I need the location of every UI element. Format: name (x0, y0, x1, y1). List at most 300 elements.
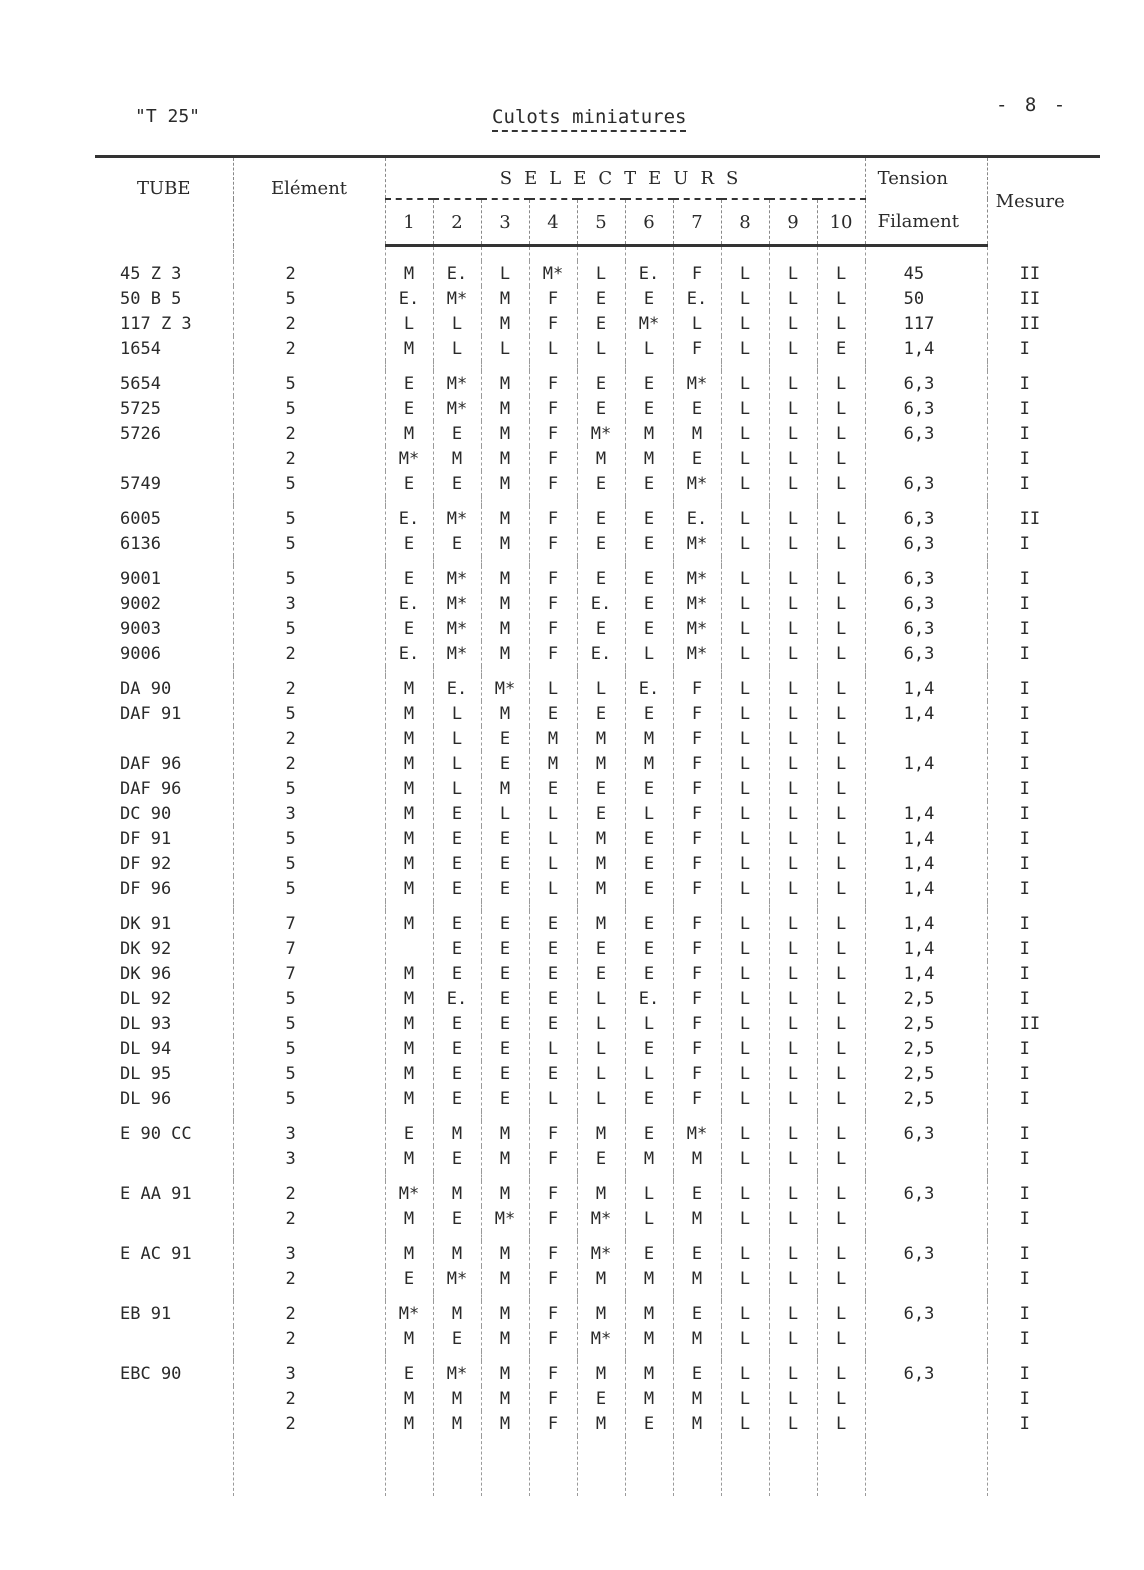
mesure-value: I (1019, 1208, 1030, 1229)
spacer-cell (987, 1171, 1100, 1181)
table-row (95, 286, 1100, 311)
selector-7-value: M* (673, 471, 721, 496)
group-spacer (95, 1436, 1100, 1496)
spacer-cell (233, 246, 385, 262)
selector-7-value: M (673, 1146, 721, 1171)
spacer-cell (481, 901, 529, 911)
spacer-cell (95, 1291, 233, 1301)
mesure-value: I (1019, 938, 1030, 959)
selector-10-value: L (817, 261, 865, 286)
selector-2-value: M (433, 1121, 481, 1146)
selector-9-value: L (769, 1086, 817, 1111)
selector-4-value: E (529, 701, 577, 726)
spacer-cell (95, 666, 233, 676)
selector-7-value: M* (673, 616, 721, 641)
spacer-cell (769, 556, 817, 566)
mesure-value: I (1019, 1063, 1030, 1084)
mesure-value: I (1019, 423, 1030, 444)
selector-3-value: M (481, 566, 529, 591)
selector-8-value: L (721, 446, 769, 471)
table-row (95, 701, 1100, 726)
selector-3-value: L (481, 261, 529, 286)
selector-8-value: L (721, 986, 769, 1011)
selector-5-value: M (577, 1361, 625, 1386)
tube-name (95, 446, 233, 471)
spacer-cell (625, 1171, 673, 1181)
spacer-cell (817, 556, 865, 566)
element-count: 5 (233, 616, 385, 641)
spacer-cell (673, 1231, 721, 1241)
spacer-cell (95, 1171, 233, 1181)
element-count: 2 (233, 1411, 385, 1436)
selector-2-value: M* (433, 286, 481, 311)
spacer-cell (577, 496, 625, 506)
spacer-cell (233, 1351, 385, 1361)
spacer-cell (769, 1436, 817, 1496)
element-count: 2 (233, 676, 385, 701)
selector-6-value: E (625, 531, 673, 556)
selector-3-value: L (481, 801, 529, 826)
selector-3-value: M (481, 591, 529, 616)
selector-10-value: L (817, 911, 865, 936)
table-row (95, 851, 1100, 876)
table-row (95, 421, 1100, 446)
selector-2-value: L (433, 336, 481, 361)
spacer-cell (95, 496, 233, 506)
selector-number-6: 6 (625, 199, 673, 246)
spacer-cell (817, 1351, 865, 1361)
table-row (95, 1036, 1100, 1061)
selector-2-value: E (433, 961, 481, 986)
spacer-cell (817, 901, 865, 911)
selector-5-value: E (577, 506, 625, 531)
selector-7-value: M* (673, 371, 721, 396)
selector-9-value: L (769, 261, 817, 286)
table-row (95, 566, 1100, 591)
selector-1-value: M (385, 261, 433, 286)
selector-8-value: L (721, 261, 769, 286)
spacer-cell (987, 496, 1100, 506)
selector-8-value: L (721, 1386, 769, 1411)
spacer-cell (625, 246, 673, 262)
selector-4-value: F (529, 1266, 577, 1291)
selector-1-value: M (385, 701, 433, 726)
mesure-value: I (1019, 1328, 1030, 1349)
selector-2-value: E (433, 1146, 481, 1171)
selector-5-value: E (577, 961, 625, 986)
selector-9-value: L (769, 1266, 817, 1291)
tube-name: DAF 91 (95, 701, 233, 726)
spacer-cell (817, 496, 865, 506)
selector-9-value: L (769, 936, 817, 961)
spacer-cell (987, 666, 1100, 676)
selector-3-value: M (481, 776, 529, 801)
table-row (95, 1241, 1100, 1266)
tube-name: EB 91 (95, 1301, 233, 1326)
selector-5-value: M (577, 826, 625, 851)
selector-1-value: M (385, 676, 433, 701)
selector-3-value: M (481, 446, 529, 471)
selector-2-value: M (433, 1301, 481, 1326)
spacer-cell (433, 666, 481, 676)
selector-6-value: L (625, 1206, 673, 1231)
element-count: 3 (233, 1121, 385, 1146)
filament-tension (865, 446, 987, 471)
tube-name: DK 96 (95, 961, 233, 986)
selector-7-value: F (673, 776, 721, 801)
selector-7-value: F (673, 961, 721, 986)
element-count: 5 (233, 531, 385, 556)
spacer-cell (385, 1171, 433, 1181)
selector-5-value: L (577, 676, 625, 701)
tube-name: E AC 91 (95, 1241, 233, 1266)
selector-2-value: M (433, 1181, 481, 1206)
mesure-value: I (1019, 398, 1030, 419)
selector-10-value: L (817, 531, 865, 556)
spacer-cell (433, 901, 481, 911)
filament-tension (865, 726, 987, 751)
table-row (95, 1301, 1100, 1326)
tube-header: TUBE (95, 157, 233, 246)
selector-2-value: M* (433, 616, 481, 641)
table-row (95, 1326, 1100, 1351)
spacer-cell (577, 361, 625, 371)
element-count: 5 (233, 471, 385, 496)
tube-name (95, 1326, 233, 1351)
selector-4-value: E (529, 1011, 577, 1036)
selector-4-value: E (529, 986, 577, 1011)
selector-1-value: M (385, 1011, 433, 1036)
table-row (95, 986, 1100, 1011)
filament-tension: 2,5 (865, 1011, 987, 1036)
spacer-cell (233, 901, 385, 911)
selector-8-value: L (721, 311, 769, 336)
selector-1-value: M (385, 986, 433, 1011)
selector-6-value: E (625, 701, 673, 726)
element-count: 2 (233, 261, 385, 286)
selector-5-value: E (577, 286, 625, 311)
selector-8-value: L (721, 641, 769, 666)
table-row (95, 641, 1100, 666)
selector-10-value: L (817, 591, 865, 616)
selector-5-value: M (577, 446, 625, 471)
selector-5-value: E (577, 371, 625, 396)
selector-4-value: L (529, 801, 577, 826)
spacer-cell (529, 1351, 577, 1361)
selector-2-value: E (433, 801, 481, 826)
selector-3-value: M (481, 506, 529, 531)
spacer-cell (385, 901, 433, 911)
selector-2-value: M* (433, 641, 481, 666)
selector-6-value: M (625, 1301, 673, 1326)
tube-name: 5726 (95, 421, 233, 446)
selector-1-value: E. (385, 286, 433, 311)
group-spacer (95, 1231, 1100, 1241)
selector-10-value: L (817, 961, 865, 986)
selector-7-value: M (673, 1386, 721, 1411)
tube-name: DF 92 (95, 851, 233, 876)
selector-10-value: L (817, 1411, 865, 1436)
selector-1-value: M (385, 1411, 433, 1436)
selector-6-value: M (625, 1266, 673, 1291)
table-row (95, 911, 1100, 936)
selector-7-value: M (673, 1266, 721, 1291)
table-row (95, 1266, 1100, 1291)
element-count: 2 (233, 726, 385, 751)
filament-tension (865, 1326, 987, 1351)
selector-3-value: M (481, 1266, 529, 1291)
selector-1-value: M (385, 851, 433, 876)
mesure-value: I (1019, 593, 1030, 614)
selector-9-value: L (769, 726, 817, 751)
selector-2-value: E (433, 531, 481, 556)
selector-1-value: E (385, 371, 433, 396)
selector-1-value: E. (385, 506, 433, 531)
group-spacer (95, 1291, 1100, 1301)
selector-3-value: E (481, 726, 529, 751)
spacer-cell (987, 246, 1100, 262)
element-count: 5 (233, 986, 385, 1011)
spacer-cell (721, 556, 769, 566)
selector-3-value: E (481, 851, 529, 876)
selector-7-value: F (673, 1011, 721, 1036)
selector-9-value: L (769, 396, 817, 421)
selector-3-value: M (481, 471, 529, 496)
table-row (95, 961, 1100, 986)
mesure-value: I (1019, 1148, 1030, 1169)
mesure-value: I (1019, 753, 1030, 774)
selector-9-value: L (769, 616, 817, 641)
tube-name: DA 90 (95, 676, 233, 701)
spacer-cell (721, 1111, 769, 1121)
selector-1-value: E (385, 1361, 433, 1386)
selector-8-value: L (721, 506, 769, 531)
spacer-cell (233, 666, 385, 676)
selector-9-value: L (769, 311, 817, 336)
selector-8-value: L (721, 776, 769, 801)
selector-4-value: F (529, 1326, 577, 1351)
element-count: 3 (233, 591, 385, 616)
selector-9-value: L (769, 851, 817, 876)
selector-9-value: L (769, 1386, 817, 1411)
selector-3-value: L (481, 336, 529, 361)
spacer-cell (233, 361, 385, 371)
mesure-value: I (1019, 643, 1030, 664)
selector-10-value: L (817, 1036, 865, 1061)
selector-7-value: L (673, 311, 721, 336)
spacer-cell (721, 496, 769, 506)
selector-number-8: 8 (721, 199, 769, 246)
tube-name: DK 91 (95, 911, 233, 936)
selector-8-value: L (721, 1036, 769, 1061)
selector-6-value: M* (625, 311, 673, 336)
selector-8-value: L (721, 396, 769, 421)
spacer-cell (817, 1231, 865, 1241)
spacer-cell (987, 1351, 1100, 1361)
spacer-cell (433, 246, 481, 262)
selector-7-value: E (673, 446, 721, 471)
selector-3-value: M (481, 396, 529, 421)
spacer-cell (673, 556, 721, 566)
selector-9-value: L (769, 1121, 817, 1146)
spacer-cell (433, 1291, 481, 1301)
selector-5-value: E. (577, 591, 625, 616)
selector-2-value: E. (433, 261, 481, 286)
selector-4-value: E (529, 776, 577, 801)
selector-3-value: E (481, 826, 529, 851)
element-count: 3 (233, 1361, 385, 1386)
selector-9-value: L (769, 876, 817, 901)
selector-1-value: M (385, 1206, 433, 1231)
mesure-value: I (1019, 1268, 1030, 1289)
spacer-cell (529, 1171, 577, 1181)
tube-name: 117 Z 3 (95, 311, 233, 336)
element-count: 2 (233, 421, 385, 446)
selector-6-value: E. (625, 986, 673, 1011)
tube-name: EBC 90 (95, 1361, 233, 1386)
table-row (95, 676, 1100, 701)
spacer-cell (865, 246, 987, 262)
selector-3-value: E (481, 911, 529, 936)
selector-1-value: M (385, 421, 433, 446)
selector-3-value: M (481, 1301, 529, 1326)
selector-4-value: L (529, 851, 577, 876)
spacer-cell (433, 496, 481, 506)
selector-8-value: L (721, 421, 769, 446)
spacer-cell (817, 1436, 865, 1496)
table-row (95, 1181, 1100, 1206)
spacer-cell (625, 1351, 673, 1361)
selector-4-value: F (529, 371, 577, 396)
element-count: 2 (233, 1206, 385, 1231)
selector-1-value: M (385, 726, 433, 751)
selector-1-value: M (385, 801, 433, 826)
spacer-cell (625, 1291, 673, 1301)
tube-name (95, 1266, 233, 1291)
mesure-value: I (1019, 963, 1030, 984)
selector-2-value: M (433, 1241, 481, 1266)
selector-2-value: E (433, 1011, 481, 1036)
selector-6-value: E (625, 371, 673, 396)
filament-tension: 6,3 (865, 371, 987, 396)
element-count: 5 (233, 1061, 385, 1086)
spacer-cell (987, 361, 1100, 371)
filament-tension (865, 1146, 987, 1171)
page-title: Culots miniatures (492, 106, 686, 132)
spacer-cell (673, 496, 721, 506)
spacer-cell (577, 246, 625, 262)
selector-5-value: E (577, 616, 625, 641)
selector-10-value: L (817, 936, 865, 961)
selector-3-value: E (481, 1086, 529, 1111)
filament-tension: 2,5 (865, 1086, 987, 1111)
spacer-cell (625, 1231, 673, 1241)
tube-name: 5654 (95, 371, 233, 396)
filament-tension: 6,3 (865, 531, 987, 556)
selector-10-value: L (817, 1086, 865, 1111)
spacer-cell (233, 1436, 385, 1496)
spacer-cell (433, 1111, 481, 1121)
table-row (95, 1386, 1100, 1411)
spacer-cell (987, 1436, 1100, 1496)
selector-5-value: M (577, 751, 625, 776)
selector-6-value: E (625, 286, 673, 311)
filament-tension: 6,3 (865, 566, 987, 591)
selector-7-value: F (673, 1086, 721, 1111)
selector-7-value: F (673, 911, 721, 936)
selector-5-value: L (577, 1061, 625, 1086)
selector-4-value: F (529, 396, 577, 421)
selector-6-value: M (625, 1361, 673, 1386)
selector-1-value (385, 936, 433, 961)
selector-5-value: M* (577, 421, 625, 446)
mesure-value: I (1019, 703, 1030, 724)
selector-5-value: E (577, 396, 625, 421)
element-count: 5 (233, 701, 385, 726)
selector-5-value: L (577, 261, 625, 286)
filament-tension: 1,4 (865, 826, 987, 851)
element-count: 7 (233, 936, 385, 961)
selector-6-value: M (625, 1386, 673, 1411)
selector-7-value: F (673, 726, 721, 751)
spacer-cell (769, 496, 817, 506)
selector-10-value: L (817, 506, 865, 531)
spacer-cell (481, 1436, 529, 1496)
selector-4-value: L (529, 1086, 577, 1111)
selector-5-value: E (577, 801, 625, 826)
page-number: - 8 - (996, 94, 1069, 116)
tube-name: DF 96 (95, 876, 233, 901)
selector-10-value: L (817, 1386, 865, 1411)
spacer-cell (817, 246, 865, 262)
spacer-cell (673, 901, 721, 911)
selector-5-value: E (577, 531, 625, 556)
tube-name: DC 90 (95, 801, 233, 826)
mesure-value: I (1019, 533, 1030, 554)
selector-2-value: M* (433, 396, 481, 421)
selector-2-value: E (433, 876, 481, 901)
selector-3-value: M (481, 701, 529, 726)
selector-3-value: M* (481, 676, 529, 701)
selector-2-value: M* (433, 1266, 481, 1291)
spacer-cell (529, 556, 577, 566)
selector-8-value: L (721, 566, 769, 591)
selector-7-value: E (673, 396, 721, 421)
selector-8-value: L (721, 1241, 769, 1266)
selector-8-value: L (721, 961, 769, 986)
element-count: 5 (233, 851, 385, 876)
selector-5-value: L (577, 1086, 625, 1111)
selector-7-value: M* (673, 591, 721, 616)
group-spacer (95, 246, 1100, 262)
selector-5-value: L (577, 336, 625, 361)
selector-10-value: L (817, 986, 865, 1011)
selector-9-value: L (769, 336, 817, 361)
spacer-cell (95, 1111, 233, 1121)
tube-name: 5725 (95, 396, 233, 421)
group-spacer (95, 1111, 1100, 1121)
tube-socket-table (95, 155, 1100, 1496)
selector-2-value: E (433, 1206, 481, 1231)
selector-3-value: M* (481, 1206, 529, 1231)
filament-tension: 1,4 (865, 876, 987, 901)
selector-2-value: E (433, 911, 481, 936)
mesure-value: I (1019, 473, 1030, 494)
selector-2-value: L (433, 776, 481, 801)
selector-9-value: L (769, 776, 817, 801)
spacer-cell (385, 556, 433, 566)
selector-6-value: E (625, 591, 673, 616)
